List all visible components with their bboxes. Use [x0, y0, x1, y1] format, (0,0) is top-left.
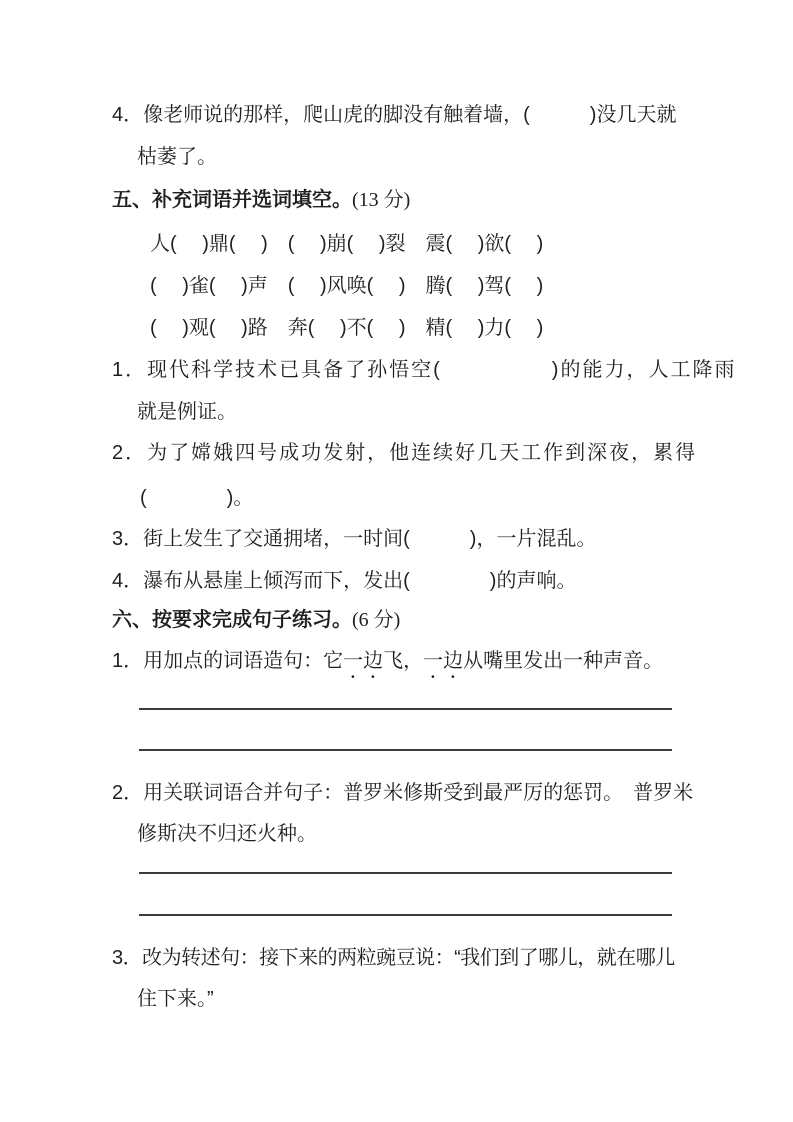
- word-fill-row-3: ( )观( )路 奔( )不( ) 精( )力( ): [150, 317, 544, 339]
- five-question-2-line-2: ( )。: [140, 487, 254, 509]
- six-question-3-line-2: 住下来。”: [137, 988, 214, 1010]
- answer-underline-4: [139, 914, 672, 916]
- five-question-3: 3．街上发生了交通拥堵，一时间( )，一片混乱。: [112, 528, 597, 550]
- six-question-2-line-2: 修斯决不归还火种。: [137, 823, 317, 845]
- prev-question-4-line-1: 4．像老师说的那样，爬山虎的脚没有触着墙，( )没几天就: [112, 104, 677, 126]
- section-five-header: [112, 186, 410, 214]
- five-question-4: 4．瀑布从悬崖上倾泻而下，发出( )的声响。: [112, 570, 577, 592]
- five-question-2-line-1: 2．为了嫦娥四号成功发射，他连续好几天工作到深夜，累得: [112, 442, 698, 464]
- five-question-1-line-1: 1．现代科学技术已具备了孙悟空( )的能力，人工降雨: [112, 359, 737, 381]
- section-five-title: 五、补充词语并选词填空。: [112, 189, 352, 211]
- word-fill-row-1: 人( )鼎( ) ( )崩( )裂 震( )欲( ): [150, 233, 544, 255]
- section-six-header: [112, 606, 400, 634]
- plain-text: 从嘴里发出一种声音。: [463, 650, 664, 672]
- section-six-score: (6 分): [352, 609, 401, 631]
- word-fill-row-2: ( )雀( )声 ( )风唤( ) 腾( )驾( ): [150, 275, 544, 297]
- section-six-title: 六、按要求完成句子练习。: [112, 609, 352, 631]
- answer-underline-3: [139, 872, 672, 874]
- six-question-1: [112, 647, 663, 683]
- emphasized-word: 一边: [423, 650, 464, 672]
- emphasized-word: 一边: [343, 650, 384, 672]
- plain-text: 1．用加点的词语造句：它: [112, 650, 344, 672]
- six-question-3-line-1: 3．改为转述句：接下来的两粒豌豆说：“我们到了哪儿，就在哪儿: [112, 947, 675, 969]
- six-question-2-line-1: 2．用关联词语合并句子：普罗米修斯受到最严厉的惩罚。 普罗米: [112, 782, 694, 804]
- plain-text: 飞，: [383, 650, 424, 672]
- answer-underline-2: [139, 749, 672, 751]
- prev-question-4-line-2: 枯萎了。: [137, 146, 217, 168]
- five-question-1-line-2: 就是例证。: [137, 401, 237, 423]
- section-five-score: (13 分): [352, 189, 411, 211]
- answer-underline-1: [139, 708, 672, 710]
